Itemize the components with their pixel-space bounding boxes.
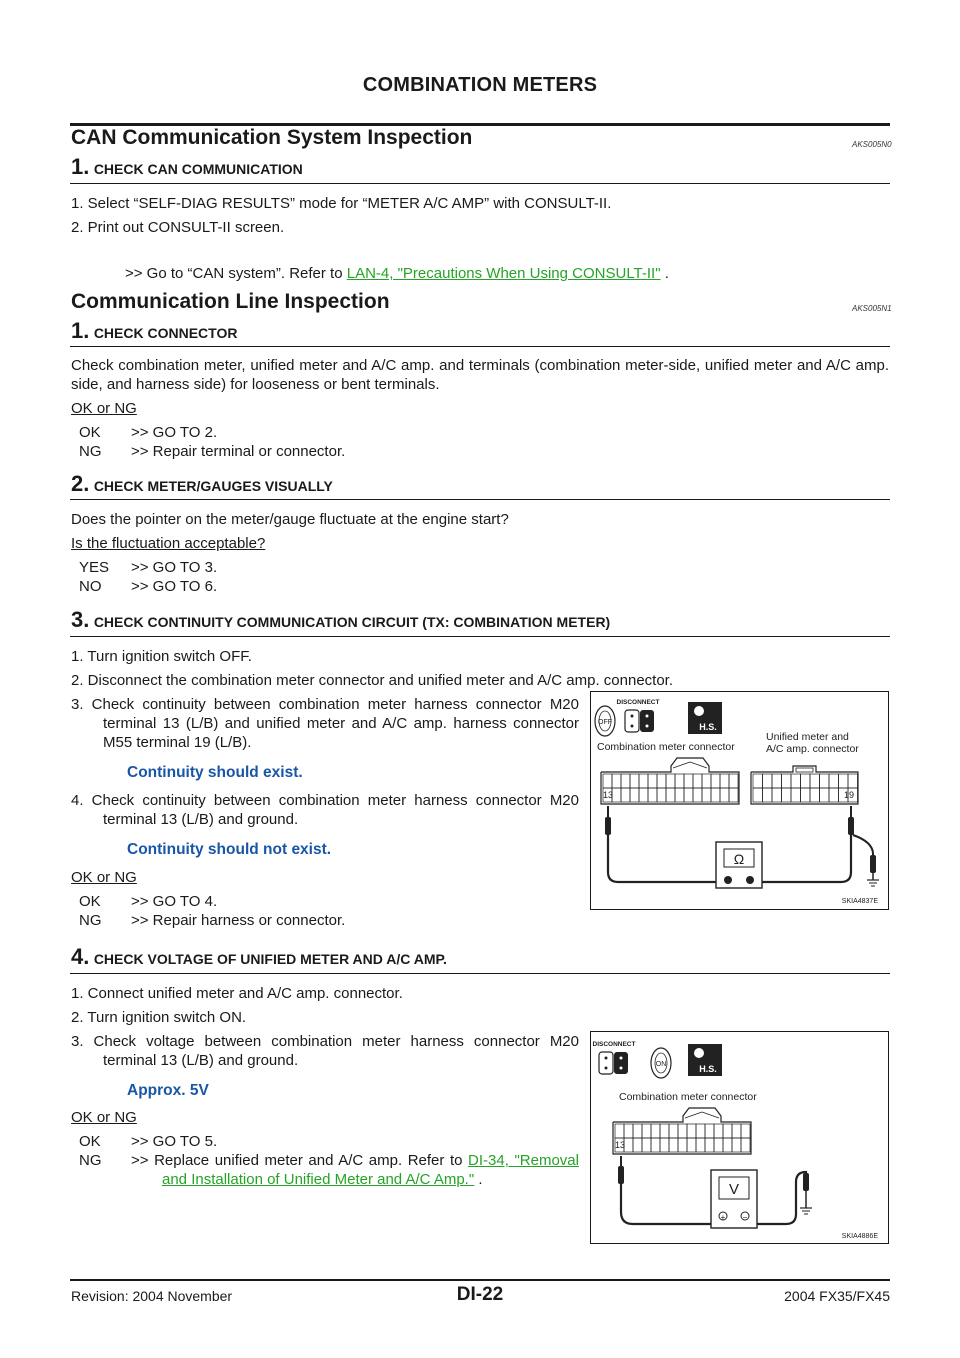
svg-text:13: 13 <box>603 790 614 800</box>
step-title: CHECK CONTINUITY COMMUNICATION CIRCUIT (TX: COMBINATION METER) <box>93 614 611 630</box>
result-text-block <box>131 1151 579 1189</box>
goto-line <box>125 264 669 283</box>
list-item: 1. Connect unified meter and A/C amp. connector. <box>71 985 403 1002</box>
footer-page-number: DI-22 <box>456 1284 504 1305</box>
step-number: 4. <box>71 944 90 969</box>
list-item: 3. Check voltage between combination meter harness connector M20 terminal 13 (L/B) and ground. <box>71 1033 579 1069</box>
section-code-comm: AKS005N1 <box>852 304 892 313</box>
result-text: >> Repair terminal or connector. <box>131 443 346 460</box>
spec-value: Continuity should exist. <box>127 764 303 781</box>
result-text: >> Repair harness or connector. <box>131 912 346 929</box>
svg-text:V: V <box>728 1181 740 1198</box>
svg-text:ON: ON <box>655 1061 667 1068</box>
voltage-diagram <box>591 1032 888 1243</box>
harness-side-icon <box>688 702 722 734</box>
step-title: CHECK CONNECTOR <box>93 325 238 341</box>
combination-meter-connector <box>613 1108 751 1154</box>
question: Is the fluctuation acceptable? <box>71 535 266 552</box>
footer-revision: Revision: 2004 November <box>71 1288 233 1304</box>
question: OK or NG <box>71 1109 137 1126</box>
svg-text:DISCONNECT: DISCONNECT <box>616 699 660 706</box>
svg-text:Unified meter and: Unified meter and <box>766 731 849 743</box>
svg-text:A/C amp. connector: A/C amp. connector <box>766 743 859 755</box>
test-probe-right <box>760 806 879 886</box>
result-text: >> GO TO 4. <box>131 893 218 910</box>
goto-suffix: . <box>660 265 669 282</box>
ohmmeter-icon <box>716 842 762 888</box>
list-item: 2. Disconnect the combination meter connector and unified meter and A/C amp. connector. <box>71 672 674 689</box>
result-label: NG <box>79 443 102 460</box>
step-rule <box>70 183 890 184</box>
result-label: NG <box>79 1152 102 1169</box>
footer-rule <box>70 1279 890 1281</box>
step-number: 3. <box>71 607 90 632</box>
svg-text:19: 19 <box>844 790 855 800</box>
result-row <box>79 892 217 911</box>
step-heading <box>71 944 447 970</box>
step-title: CHECK VOLTAGE OF UNIFIED METER AND A/C AMP. <box>93 951 447 967</box>
unified-meter-connector <box>751 766 858 804</box>
svg-text:H.S.: H.S. <box>699 1064 717 1074</box>
ignition-off-icon <box>595 706 615 736</box>
step-heading <box>71 471 333 497</box>
question: OK or NG <box>71 869 137 886</box>
ignition-on-icon <box>651 1048 671 1078</box>
svg-text:H.S.: H.S. <box>699 722 717 732</box>
paragraph: Check combination meter, unified meter and A/C amp. and terminals (combination meter-side, unified meter and A/C amp. side, and harness side) for looseness or bent terminals. <box>71 357 889 393</box>
result-suffix: . <box>474 1171 483 1188</box>
question: OK or NG <box>71 400 137 417</box>
figure-voltage <box>590 1031 889 1244</box>
combination-meter-connector <box>601 758 739 804</box>
step-heading <box>71 154 303 180</box>
result-text: >> GO TO 6. <box>131 578 218 595</box>
section-title-can: CAN Communication System Inspection <box>71 126 473 149</box>
footer-model: 2004 FX35/FX45 <box>784 1288 890 1304</box>
list-item: 2. Turn ignition switch ON. <box>71 1009 247 1026</box>
svg-text:−: − <box>742 1213 748 1222</box>
spec-value: Continuity should not exist. <box>127 841 332 858</box>
test-probe-left <box>618 1156 719 1224</box>
step-rule <box>70 973 890 974</box>
result-text: >> GO TO 2. <box>131 424 218 441</box>
svg-text:Combination meter connector: Combination meter connector <box>619 1091 757 1103</box>
step-number: 1. <box>71 318 90 343</box>
svg-text:OFF: OFF <box>598 719 612 726</box>
figure-code: SKIA4886E <box>841 1233 878 1240</box>
svg-text:DISCONNECT: DISCONNECT <box>592 1041 636 1048</box>
result-row <box>79 423 217 442</box>
page-header: COMBINATION METERS <box>362 74 598 96</box>
figure-code: SKIA4837E <box>841 898 878 905</box>
harness-side-icon <box>688 1044 722 1076</box>
svg-text:+: + <box>720 1213 726 1222</box>
step-heading <box>71 318 237 344</box>
svg-text:Ω: Ω <box>733 851 745 867</box>
result-row <box>79 577 217 596</box>
result-row <box>79 442 345 461</box>
list-item: 1. Turn ignition switch OFF. <box>71 648 252 665</box>
spec-value: Approx. 5V <box>127 1082 209 1099</box>
step-rule <box>70 636 890 637</box>
list-item: 4. Check continuity between combination meter harness connector M20 terminal 13 (L/B) and ground. <box>71 792 579 828</box>
result-label: OK <box>79 424 101 441</box>
result-label: YES <box>79 559 110 576</box>
result-label: NO <box>79 578 102 595</box>
step-title: CHECK METER/GAUGES VISUALLY <box>93 478 333 494</box>
di-34-link[interactable]: DI-34, "Removal and Installation of Unified Meter and A/C Amp." <box>162 1152 579 1188</box>
step-heading <box>71 607 610 633</box>
result-label: OK <box>79 1133 101 1150</box>
result-row <box>79 558 217 577</box>
list-item: 3. Check continuity between combination meter harness connector M20 terminal 13 (L/B) and unified meter and A/C amp. harness connector M55 terminal 19 (L/B). <box>71 696 579 751</box>
figure-continuity <box>590 691 889 910</box>
result-row <box>79 911 345 930</box>
continuity-diagram <box>591 692 888 909</box>
test-probe-left <box>605 806 718 882</box>
result-text: >> GO TO 3. <box>131 559 218 576</box>
paragraph: Does the pointer on the meter/gauge fluctuate at the engine start? <box>71 511 509 528</box>
list-item: 2. Print out CONSULT-II screen. <box>71 219 285 236</box>
lan-4-link[interactable]: LAN-4, "Precautions When Using CONSULT-II" <box>346 265 661 282</box>
step-rule <box>70 499 890 500</box>
result-row <box>79 1151 579 1189</box>
section-title-comm: Communication Line Inspection <box>71 290 390 313</box>
disconnect-icon <box>593 1041 636 1074</box>
voltmeter-icon <box>711 1170 757 1228</box>
list-item: 1. Select “SELF-DIAG RESULTS” mode for “METER A/C AMP” with CONSULT-II. <box>71 195 612 212</box>
result-label: OK <box>79 893 101 910</box>
step-number: 2. <box>71 471 90 496</box>
step-title: CHECK CAN COMMUNICATION <box>93 161 303 177</box>
step-number: 1. <box>71 154 90 179</box>
result-label: NG <box>79 912 102 929</box>
step-rule <box>70 346 890 347</box>
goto-text: >> Go to “CAN system”. Refer to <box>125 265 347 282</box>
svg-text:13: 13 <box>615 1140 626 1150</box>
result-row <box>79 1132 217 1151</box>
disconnect-icon <box>617 699 660 732</box>
result-text: >> GO TO 5. <box>131 1133 218 1150</box>
svg-text:Combination meter connector: Combination meter connector <box>597 741 735 753</box>
result-text: >> Replace unified meter and A/C amp. Refer to <box>131 1152 469 1169</box>
section-code-can: AKS005N0 <box>852 140 892 149</box>
